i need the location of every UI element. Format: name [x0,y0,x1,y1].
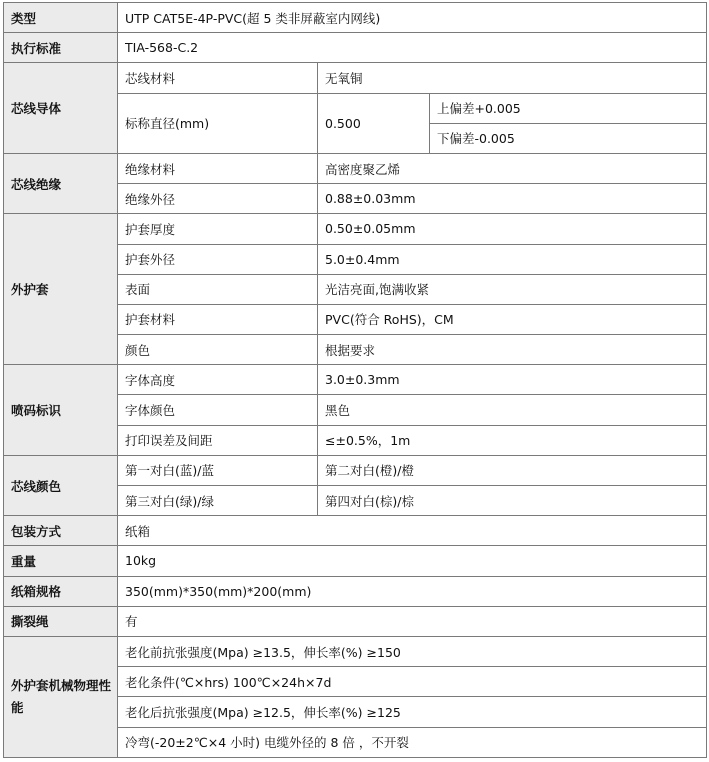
mechanical-label: 外护套机械物理性能 [4,636,118,757]
jacket-item-label: 颜色 [118,335,318,365]
color-pair-3: 第三对白(绿)/绿 [118,486,318,516]
color-pair-2: 第二对白(橙)/橙 [318,455,707,485]
insulation-label: 芯线绝缘 [4,153,118,213]
insulation-material-label: 绝缘材料 [118,153,318,183]
jacket-item-value: 光洁亮面,饱满收紧 [318,274,707,304]
jacket-item-value: PVC(符合 RoHS)，CM [318,304,707,334]
type-value: UTP CAT5E-4P-PVC(超 5 类非屏蔽室内网线) [118,3,707,33]
marking-item-label: 打印误差及间距 [118,425,318,455]
standard-value: TIA-568-C.2 [118,33,707,63]
jacket-item-label: 表面 [118,274,318,304]
row-standard [4,33,707,63]
weight-value: 10kg [118,546,707,576]
row-marking-height [4,365,707,395]
conductor-diameter-upper: 上偏差+0.005 [430,93,707,123]
row-conductor-material [4,63,707,93]
jacket-item-label: 护套外径 [118,244,318,274]
conductor-material-value: 无氧铜 [318,63,707,93]
conductor-diameter-value: 0.500 [318,93,430,153]
marking-label: 喷码标识 [4,365,118,456]
conductor-diameter-label: 标称直径(mm) [118,93,318,153]
row-weight [4,546,707,576]
marking-item-label: 字体高度 [118,365,318,395]
row-type [4,3,707,33]
colors-label: 芯线颜色 [4,455,118,515]
insulation-material-value: 高密度聚乙烯 [318,153,707,183]
jacket-item-value: 5.0±0.4mm [318,244,707,274]
packing-label: 包装方式 [4,516,118,546]
row-ripcord [4,606,707,636]
row-colors-1 [4,455,707,485]
ripcord-label: 撕裂绳 [4,606,118,636]
conductor-diameter-lower: 下偏差-0.005 [430,123,707,153]
mechanical-item: 老化条件(℃×hrs) 100℃×24h×7d [118,667,707,697]
mechanical-item: 老化后抗张强度(Mpa) ≥12.5，伸长率(%) ≥125 [118,697,707,727]
insulation-outer-value: 0.88±0.03mm [318,184,707,214]
jacket-item-value: 0.50±0.05mm [318,214,707,244]
row-box [4,576,707,606]
ripcord-value: 有 [118,606,707,636]
packing-value: 纸箱 [118,516,707,546]
standard-label: 执行标准 [4,33,118,63]
type-label: 类型 [4,3,118,33]
row-mechanical-1 [4,636,707,666]
mechanical-item: 老化前抗张强度(Mpa) ≥13.5，伸长率(%) ≥150 [118,636,707,666]
marking-item-label: 字体颜色 [118,395,318,425]
box-label: 纸箱规格 [4,576,118,606]
color-pair-1: 第一对白(蓝)/蓝 [118,455,318,485]
marking-item-value: 黑色 [318,395,707,425]
jacket-item-value: 根据要求 [318,335,707,365]
row-jacket-thickness [4,214,707,244]
color-pair-4: 第四对白(棕)/棕 [318,486,707,516]
conductor-material-label: 芯线材料 [118,63,318,93]
row-insulation-material [4,153,707,183]
conductor-label: 芯线导体 [4,63,118,154]
weight-label: 重量 [4,546,118,576]
spec-table [3,2,707,758]
jacket-item-label: 护套厚度 [118,214,318,244]
jacket-item-label: 护套材料 [118,304,318,334]
insulation-outer-label: 绝缘外径 [118,184,318,214]
row-packing [4,516,707,546]
box-value: 350(mm)*350(mm)*200(mm) [118,576,707,606]
jacket-label: 外护套 [4,214,118,365]
marking-item-value: 3.0±0.3mm [318,365,707,395]
mechanical-item: 冷弯(-20±2℃×4 小时) 电缆外径的 8 倍 ，不开裂 [118,727,707,757]
marking-item-value: ≤±0.5%，1m [318,425,707,455]
